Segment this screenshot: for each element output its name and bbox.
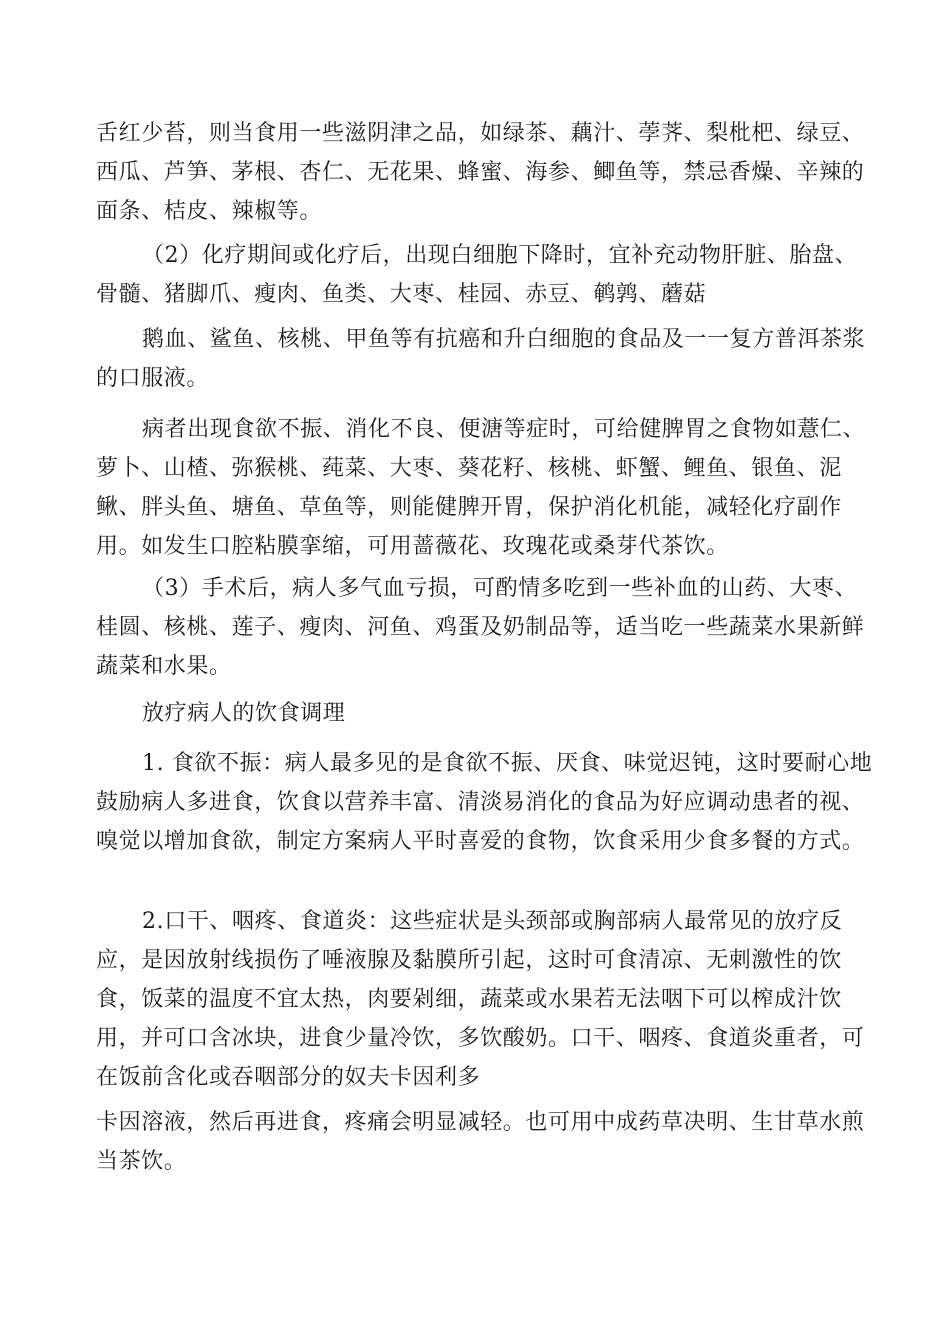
paragraph-poor-appetite: 1. 食欲不振：病人最多见的是食欲不振、厌食、味觉迟钝，这时要耐心地鼓励病人多进食，饮食以营养丰富、清淡易消化的食品为好应调动患者的视、嗅觉以增加食欲，制定方案病人平时喜爱的食物，饮食采用少食多餐的方式。 [96, 751, 873, 854]
paragraph-anticancer-foods: 鹅血、鲨鱼、核桃、甲鱼等有抗癌和升白细胞的食品及一一复方普洱茶浆的口服液。 [96, 327, 866, 391]
paragraph-chemo-leukopenia: （2）化疗期间或化疗后，出现白细胞下降时，宜补充动物肝脏、胎盘、骨髓、猪脚爪、瘦肉、鱼类、大枣、桂园、赤豆、鹌鹑、蘑菇 [96, 243, 858, 307]
paragraph-lidocaine-continuation: 卡因溶液，然后再进食，疼痛会明显减轻。也可用中成药草决明、生甘草水煎当茶饮。 [96, 1110, 865, 1174]
paragraph-appetite-digestion: 病者出现食欲不振、消化不良、便溏等症时，可给健脾胃之食物如薏仁、萝卜、山楂、弥猴桃、莼菜、大枣、葵花籽、核桃、虾蟹、鲤鱼、银鱼、泥鳅、胖头鱼、塘鱼、草鱼等，则能健脾开胃，保护消化机能，减轻化疗副作用。如发生口腔粘膜挛缩，可用蔷薇花、玫瑰花或桑芽代茶饮。 [96, 417, 866, 559]
paragraph-post-surgery: （3）手术后，病人多气血亏损，可酌情多吃到一些补血的山药、大枣、桂圆、核桃、莲子、瘦肉、河鱼、鸡蛋及奶制品等，适当吃一些蔬菜水果新鲜蔬菜和水果。 [96, 576, 865, 679]
paragraph-diet-yin: 舌红少苔，则当食用一些滋阴津之品，如绿茶、藕汁、荸荠、梨枇杷、绿豆、西瓜、芦笋、茅根、杏仁、无花果、蜂蜜、海参、鲫鱼等，禁忌香燥、辛辣的面条、桔皮、辣椒等。 [96, 121, 865, 224]
paragraph-dry-mouth-sore-throat: 2.口干、咽疼、食道炎：这些症状是头颈部或胸部病人最常见的放疗反应，是因放射线损伤了唾液腺及黏膜所引起，这时可食清凉、无刺激性的饮食，饭菜的温度不宜太热，肉要剁细，蔬菜或水果若无法咽下可以榨成汁饮用，并可口含冰块，进食少量冷饮，多饮酸奶。口干、咽疼、食道炎重者，可在饭前含化或吞咽部分的奴夫卡因利多 [96, 909, 865, 1090]
section-heading-radiotherapy-diet: 放疗病人的饮食调理 [142, 701, 346, 726]
